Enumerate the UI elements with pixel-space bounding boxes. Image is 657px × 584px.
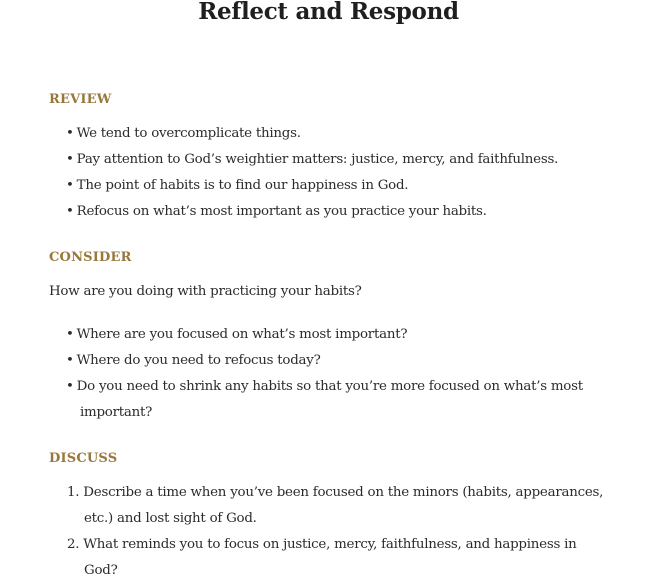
bullet-dot: • [66,379,74,394]
bullet-dot: • [66,126,74,141]
discuss-item-1 [67,483,603,503]
item-number: 1. [67,485,80,500]
review-bullet-1 [66,124,301,144]
bullet-text: Where do you need to refocus today? [76,353,321,368]
bullet-text: Do you need to shrink any habits so that you’re more focused on what’s most [76,379,583,394]
item-text: What reminds you to focus on justice, mercy, faithfulness, and happiness in [83,537,577,552]
bullet-text: Where are you focused on what’s most important? [76,327,408,342]
bullet-text: We tend to overcomplicate things. [76,126,301,141]
consider-bullet-3 [66,377,583,397]
bullet-dot: • [66,152,74,167]
review-bullet-4 [66,202,487,222]
bullet-text: The point of habits is to find our happiness in God. [76,178,409,193]
page-title: Reflect and Respond [198,0,459,25]
review-heading: REVIEW [49,92,112,107]
discuss-item-2-continuation: God? [84,563,118,578]
consider-bullet-1 [66,325,407,345]
consider-bullet-3-continuation: important? [80,405,153,420]
bullet-dot: • [66,327,74,342]
consider-bullet-2 [66,351,321,371]
review-bullet-2 [66,150,558,170]
bullet-text: Pay attention to God’s weightier matters: justice, mercy, and faithfulness. [76,152,559,167]
consider-heading: CONSIDER [49,250,132,265]
bullet-dot: • [66,353,74,368]
bullet-dot: • [66,204,74,219]
consider-intro: How are you doing with practicing your habits? [49,284,362,299]
item-text: Describe a time when you’ve been focused on the minors (habits, appearances, [83,485,604,500]
item-number: 2. [67,537,80,552]
bullet-text: Refocus on what’s most important as you practice your habits. [76,204,487,219]
bullet-dot: • [66,178,74,193]
discuss-heading: DISCUSS [49,451,118,466]
discuss-item-2 [67,535,577,555]
discuss-item-1-continuation: etc.) and lost sight of God. [84,511,257,526]
review-bullet-3 [66,176,408,196]
